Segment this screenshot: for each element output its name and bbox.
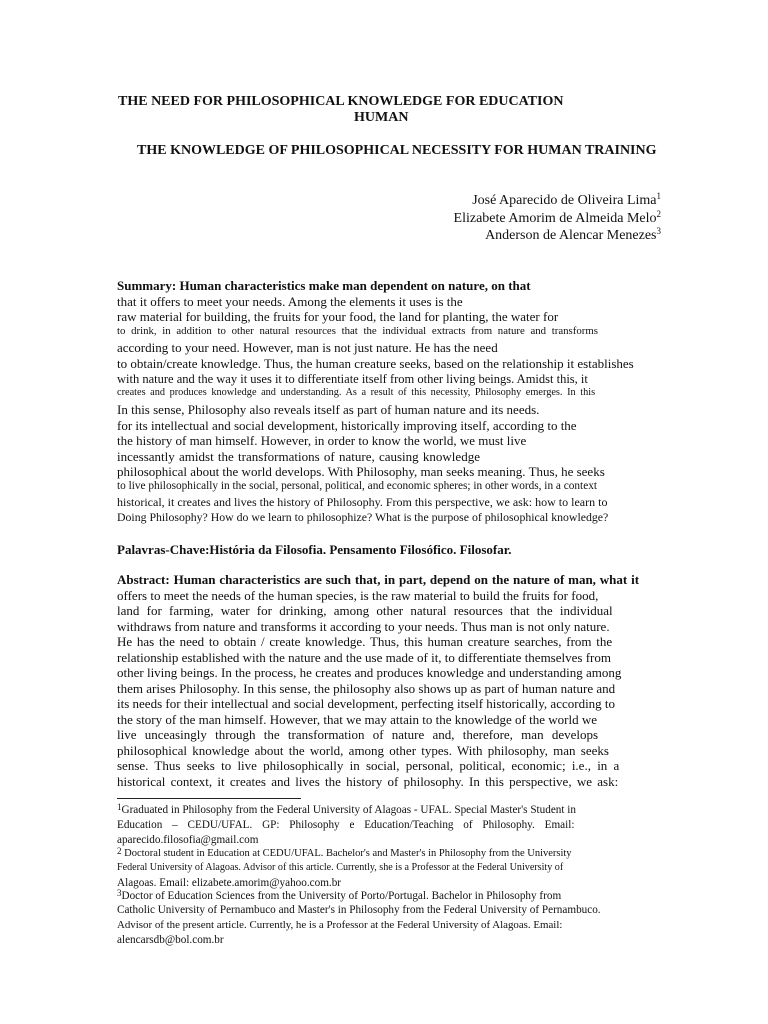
- abstract-line: land for farming, water for drinking, among other natural resources that the individual: [117, 603, 613, 618]
- footnote-mark: 2: [656, 209, 661, 219]
- footnote-separator: [117, 798, 301, 799]
- summary-line: that it offers to meet your needs. Among the elements it uses is the: [117, 294, 463, 309]
- summary-line: for its intellectual and social development, historically improving itself, according to the: [117, 418, 577, 433]
- abstract-line: withdraws from nature and transforms it according to your needs. Thus man is not only nature.: [117, 619, 610, 634]
- summary-line: historical, it creates and lives the history of Philosophy. From this perspective, we ask: how to learn to: [117, 495, 608, 509]
- summary-line: creates and produces knowledge and understanding. As a result of this necessity, Philosophy emerges. In this: [117, 387, 596, 398]
- abstract-label: Abstract:: [117, 572, 170, 587]
- abstract-line: sense. Thus seeks to live philosophically in social, personal, political, economic; i.e., in a: [117, 758, 620, 773]
- paper-title-line-1: THE NEED FOR PHILOSOPHICAL KNOWLEDGE FOR EDUCATION: [118, 94, 564, 109]
- keywords: Palavras-Chave:História da Filosofia. Pensamento Filosófico. Filosofar.: [117, 542, 512, 557]
- footnote-mark: 1: [656, 191, 661, 201]
- footnote-3-line: Catholic University of Pernambuco and Master's in Philosophy from the Federal University of Pernambuco.: [117, 904, 601, 916]
- summary-line: to drink, in addition to other natural resources that the individual extracts from nature and transforms: [117, 325, 598, 337]
- abstract-line: the story of the man himself. However, that we may attain to the knowledge of the world we: [117, 712, 597, 727]
- summary-line: raw material for building, the fruits for your food, the land for planting, the water for: [117, 309, 559, 324]
- abstract-line: offers to meet the needs of the human species, is the raw material to build the fruits for food,: [117, 588, 599, 603]
- abstract-line: live unceasingly through the transformation of nature and, therefore, man develops: [117, 727, 599, 742]
- author-2: [453, 209, 661, 226]
- footnote-mark: 3: [656, 226, 661, 236]
- footnote-2-line: Alagoas. Email: elizabete.amorim@yahoo.com.br: [117, 877, 342, 889]
- abstract-line: philosophical knowledge about the world, among other types. With philosophy, man seeks: [117, 743, 609, 758]
- footnote-1-line: Education – CEDU/UFAL. GP: Philosophy e Education/Teaching of Philosophy. Email:: [117, 819, 575, 831]
- footnote-1-line: $^1$Graduated in Philosophy from the Federal University of Alagoas - UFAL. Special Master's Student in: [117, 802, 577, 816]
- abstract-line: them arises Philosophy. In this sense, the philosophy also shows up as part of human nature and: [117, 681, 616, 696]
- author-name: José Aparecido de Oliveira Lima: [472, 193, 657, 208]
- summary-line: philosophical about the world develops. With Philosophy, man seeks meaning. Thus, he seeks: [117, 464, 605, 479]
- abstract-line: relationship established with the nature and the use made of it, to differentiate themselves from: [117, 650, 611, 665]
- paper-title-line-2: HUMAN: [354, 110, 409, 125]
- paper-subtitle: THE KNOWLEDGE OF PHILOSOPHICAL NECESSITY FOR HUMAN TRAINING: [137, 143, 657, 158]
- summary-line: to live philosophically in the social, personal, political, and economic spheres; in other words, in a context: [117, 480, 598, 492]
- footnote-3-line: $^3$Doctor of Education Sciences from the University of Porto/Portugal. Bachelor in Philosophy from: [117, 888, 562, 902]
- summary-line: according to your need. However, man is not just nature. He has the need: [117, 340, 498, 355]
- author-name: Anderson de Alencar Menezes: [485, 228, 657, 243]
- summary-line: Doing Philosophy? How do we learn to philosophize? What is the purpose of philosophical knowledge?: [117, 510, 609, 524]
- footnote-1-line: aparecido.filosofia@gmail.com: [117, 834, 259, 846]
- author-3: [485, 226, 661, 243]
- summary-line: the history of man himself. However, in order to know the world, we must live: [117, 433, 527, 448]
- author-1: [472, 191, 661, 208]
- footnote-2-line: Federal University of Alagoas. Advisor of this article. Currently, she is a Professor at the Federal University of: [117, 862, 564, 873]
- footnote-3-line: alencarsdb@bol.com.br: [117, 934, 224, 946]
- abstract-line: its needs for their intellectual and social development, perfecting itself historically, according to: [117, 696, 616, 711]
- summary-line: with nature and the way it uses it to differentiate itself from other living beings. Amidst this, it: [117, 372, 588, 386]
- author-name: Elizabete Amorim de Almeida Melo: [453, 211, 657, 226]
- summary-label: Summary:: [117, 278, 177, 293]
- summary-line: In this sense, Philosophy also reveals itself as part of human nature and its needs.: [117, 402, 540, 417]
- footnote-3-line: Advisor of the present article. Currently, he is a Professor at the Federal University of Alagoas. Email:: [117, 919, 563, 931]
- abstract-line: He has the need to obtain / create knowledge. Thus, this human creature searches, from the: [117, 634, 613, 649]
- summary-line: Summary: Human characteristics make man dependent on nature, on that: [117, 278, 531, 293]
- abstract-line: Abstract: Human characteristics are such that, in part, depend on the nature of man, what it: [117, 572, 640, 587]
- footnote-2-line: $^2$ Doctoral student in Education at CEDU/UFAL. Bachelor's and Master's in Philosophy from the University: [117, 846, 572, 859]
- summary-line: to obtain/create knowledge. Thus, the human creature seeks, based on the relationship it establishes: [117, 356, 634, 371]
- abstract-line: other living beings. In the process, he creates and produces knowledge and understanding among: [117, 665, 622, 680]
- footnote-mark: 2: [117, 846, 122, 856]
- abstract-line: historical context, it creates and lives the history of philosophy. In this perspective, we ask:: [117, 774, 619, 789]
- footnote-mark: 3: [117, 888, 122, 898]
- summary-line: incessantly amidst the transformations of nature, causing knowledge: [117, 449, 480, 464]
- footnote-mark: 1: [117, 802, 122, 812]
